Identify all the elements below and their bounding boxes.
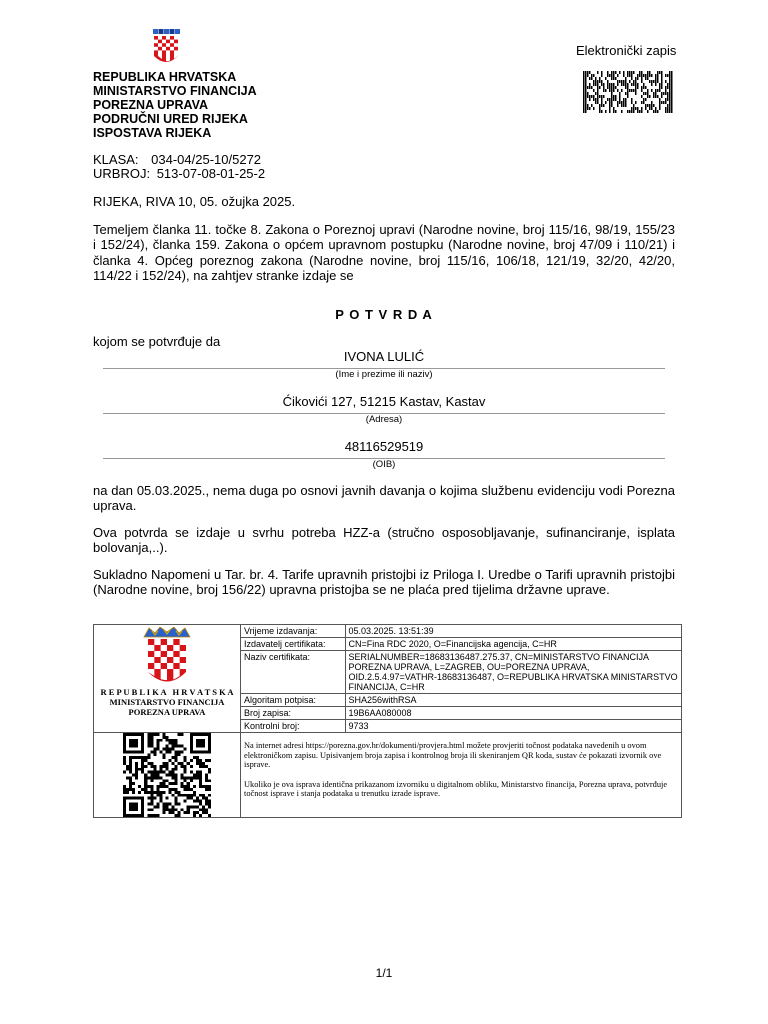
page-number: 1/1 <box>375 966 393 980</box>
crest-icon <box>142 627 192 687</box>
person-name: IVONA LULIĆ <box>343 349 425 364</box>
fee-note-paragraph: Sukladno Napomeni u Tar. br. 4. Tarife upravnih pristojbi iz Priloga I. Uredbe o Tarifi upravnih pristojbi (Narodne novine, broj 156/22) upravna pristojba se ne plaća pred tijelima državne uprave. <box>93 567 675 598</box>
seal-cell <box>94 625 241 733</box>
statement-paragraph: na dan 05.03.2025., nema duga po osnovi javnih davanja o kojima službenu evidenciju vodi Porezna uprava. <box>93 483 675 514</box>
address-caption: (Adresa) <box>365 414 403 425</box>
metadata-value: 05.03.2025. 13:51:39 <box>345 625 681 638</box>
confirms-text: kojom se potvrđuje da <box>93 334 221 349</box>
legal-basis-paragraph: Temeljem članka 11. točke 8. Zakona o Poreznoj upravi (Narodne novine, broj 115/16, 98/19, 155/23 i 152/24), članka 159. Zakona o općem upravnom postupku (Narodne novine, broj 47/09 i 110/21) i članka 4. Općeg poreznog zakona (Narodne novine, broj 115/16, 106/18, 121/19, 32/20, 42/20, 114/22 i 152/24), na zahtjev stranke izdaje se <box>93 222 675 283</box>
klasa-label: KLASA: <box>93 152 139 167</box>
metadata-table <box>241 625 681 732</box>
document-title: P O T V R D A <box>335 307 433 322</box>
klasa-value: 034-04/25-10/5272 <box>151 152 262 167</box>
metadata-value: 9733 <box>345 720 681 733</box>
seal-title: R E P U B L I K A H R V A T S K A <box>100 687 234 697</box>
metadata-cell <box>241 625 682 733</box>
metadata-label: Izdavatelj certifikata: <box>241 638 345 651</box>
metadata-value: SHA256withRSA <box>345 694 681 707</box>
klasa-row <box>93 153 261 167</box>
metadata-value: CN=Fina RDC 2020, O=Financijska agencija, C=HR <box>345 638 681 651</box>
metadata-row <box>241 638 681 651</box>
verification-table <box>93 624 682 818</box>
seal-agency: POREZNA UPRAVA <box>128 707 206 717</box>
urbroj-value: 513-07-08-01-25-2 <box>156 166 266 181</box>
urbroj-row <box>93 167 265 181</box>
urbroj-label: URBROJ: <box>93 166 151 181</box>
name-caption: (Ime i prezime ili naziv) <box>335 369 433 380</box>
issuer-block <box>93 70 257 140</box>
purpose-paragraph: Ova potvrda se izdaje u svrhu potreba HZZ-a (stručno osposobljavanje, sufinanciranje, isplata bolovanja,..). <box>93 525 675 556</box>
metadata-label: Naziv certifikata: <box>241 651 345 694</box>
verification-note: Na internet adresi https://porezna.gov.hr/dokumenti/provjera.html možete provjeriti točnost podataka navedenih u ovom elektroničkom zapisu. Upisivanjem broja zapisa i kontrolnog broja ili skeniranjem QR koda, sustav će pokazati izvornik ove isprave. <box>244 741 662 770</box>
qr-cell <box>94 733 241 818</box>
issuer-line: POREZNA UPRAVA <box>93 98 209 112</box>
metadata-row <box>241 720 681 733</box>
metadata-row <box>241 625 681 638</box>
qr-code-icon <box>123 733 211 817</box>
person-oib: 48116529519 <box>344 439 424 454</box>
metadata-row <box>241 694 681 707</box>
barcode-icon <box>583 71 673 113</box>
electronic-record-label: Elektronički zapis <box>576 43 677 58</box>
person-address: Ćikovići 127, 51215 Kastav, Kastav <box>282 394 486 409</box>
coat-of-arms-icon <box>151 29 181 66</box>
metadata-row <box>241 707 681 720</box>
metadata-label: Kontrolni broj: <box>241 720 345 733</box>
issuer-line: ISPOSTAVA RIJEKA <box>93 126 212 140</box>
verification-note: Ukoliko je ova isprava identična prikazanom izvorniku u digitalnom obliku, Ministarstvo financija, Porezna uprava, potvrđuje točnost isprave i stanja podataka u trenutku izrade isprave. <box>244 779 668 799</box>
oib-caption: (OIB) <box>372 459 396 470</box>
metadata-label: Broj zapisa: <box>241 707 345 720</box>
metadata-row <box>241 651 681 694</box>
place-date: RIJEKA, RIVA 10, 05. ožujka 2025. <box>93 194 296 209</box>
metadata-label: Vrijeme izdavanja: <box>241 625 345 638</box>
seal-ministry: MINISTARSTVO FINANCIJA <box>109 697 225 707</box>
metadata-value: SERIALNUMBER=18683136487.275.37, CN=MINISTARSTVO FINANCIJA POREZNA UPRAVA, L=ZAGREB, OU=POREZNA UPRAVA, OID.2.5.4.97=VATHR-18683136487, O=REPUBLIKA HRVATSKA MINISTARSTVO FINANCIJA, C=HR <box>345 651 681 694</box>
verification-notes <box>241 733 682 818</box>
issuer-line: PODRUČNI URED RIJEKA <box>93 112 248 126</box>
metadata-value: 19B6AA080008 <box>345 707 681 720</box>
issuer-line: MINISTARSTVO FINANCIJA <box>93 84 257 98</box>
issuer-line: REPUBLIKA HRVATSKA <box>93 70 237 84</box>
metadata-label: Algoritam potpisa: <box>241 694 345 707</box>
